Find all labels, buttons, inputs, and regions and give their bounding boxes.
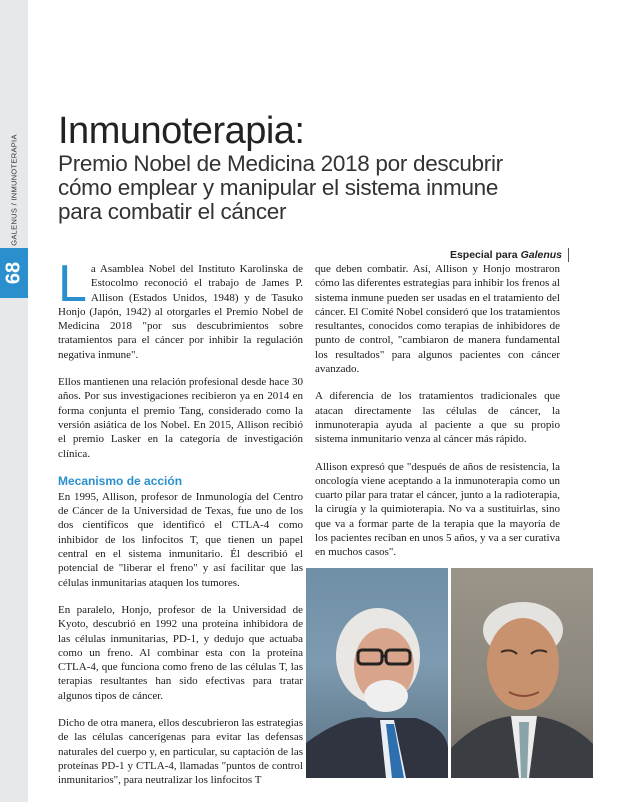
section-label: GALENUS / INMUNOTERAPIA xyxy=(9,134,19,246)
portrait-allison-illustration xyxy=(306,568,448,778)
article-paragraph: que deben combatir. Así, Allison y Honjo mostraron cómo las diferentes estrategias para inhibir los frenos al sistema inmune pueden ser usadas en el tratamiento del cáncer. El Comité Nobel consideró que los tratamientos resultantes, conocidos como terapias de inhibidores de punto de control, "cambiaron de manera fundamental los resultados" para algunos pacientes con cáncer avanzado. xyxy=(315,263,560,376)
byline-publication: Galenus xyxy=(520,249,562,261)
article-subtitle-line-1: Premio Nobel de Medicina 2018 por descubrir xyxy=(58,151,503,176)
article-paragraph: A diferencia de los tratamientos tradicionales que atacan directamente las células de cáncer, la inmunoterapia ayuda al paciente a que su propio sistema inmunitario venza al cáncer más rápido. xyxy=(315,390,560,446)
photo-allison xyxy=(306,568,448,778)
portrait-honjo-illustration xyxy=(451,568,593,778)
sidebar-band xyxy=(0,0,28,802)
byline-divider xyxy=(568,248,569,262)
article-paragraph xyxy=(58,255,303,362)
article-paragraph: En 1995, Allison, profesor de Inmunología del Centro de Cáncer de la Universidad de Texas, fue uno de los dos científicos que identificó el CTLA-4 como inhibidor de los linfocitos T, que tienen un papel central en el sistema inmunitario. Él describió el potencial de "liberar el freno" y así facilitar que las células inmunitarias ataquen los tumores. xyxy=(58,490,303,589)
article-paragraph: En paralelo, Honjo, profesor de la Universidad de Kyoto, descubrió en 1992 una proteína inhibidora de las células inmunitarias, PD-1, y dedujo que actuaba como un freno. Al combinar esta con la proteína CTLA-4, que funciona como freno de las células T, las terapias resultantes han sido efectivas para tratar algunos tipos de cáncer. xyxy=(58,603,303,702)
article-paragraph: Dicho de otra manera, ellos descubrieron las estrategias de las células cancerígenas para evitar las defensas naturales del cuerpo y, en particular, su captación de las proteínas PD-1 y CTLA-4, llamadas "puntos de control inmunitarios", para neutralizar los linfocitos T xyxy=(58,717,303,787)
article-paragraph: Ellos mantienen una relación profesional desde hace 30 años. Por sus investigaciones recibieron ya en 2014 en forma conjunta el premio Tang, considerado como la versión asiática de los Nobel. En 2015, Allison recibió el premio Lasker en la categoría de investigación clínica. xyxy=(58,376,303,460)
article-column-right xyxy=(315,262,560,573)
article-subtitle-line-3: para combatir el cáncer xyxy=(58,199,287,224)
drop-cap: L xyxy=(58,255,87,313)
article-column-left xyxy=(58,255,303,801)
article-paragraph-text: a Asamblea Nobel del Instituto Karolinska de Estocolmo reconoció el trabajo de James P. Allison (Estados Unidos, 1948) y de Tasuko Honjo (Japón, 1942) al otorgarles el Premio Nobel de Medicina 2018 "por sus descubrimientos sobre tratamientos para el cáncer por inhibir la regulación negativa inmune". xyxy=(58,263,303,361)
article-paragraph: Allison expresó que "después de años de resistencia, la oncología viene aceptando a la inmunoterapia como un cuarto pilar para tratar el cáncer, junto a la radioterapia, la cirugía y la quimioterapia. No va a sustituirlas, sino que va a formar parte de la terapia que la mayoría de los pacientes reciban en unos 5 años, y va a ser curativa en muchos casos". xyxy=(315,460,560,559)
byline-prefix: Especial para xyxy=(449,249,521,261)
byline xyxy=(450,249,562,261)
article-title: Inmunoterapia: xyxy=(58,110,305,152)
article-subtitle-line-2: cómo emplear y manipular el sistema inmune xyxy=(58,175,499,200)
page-number: 68 xyxy=(2,261,25,285)
photo-honjo xyxy=(451,568,593,778)
section-subheading: Mecanismo de acción xyxy=(58,473,183,488)
article-header xyxy=(58,110,578,224)
